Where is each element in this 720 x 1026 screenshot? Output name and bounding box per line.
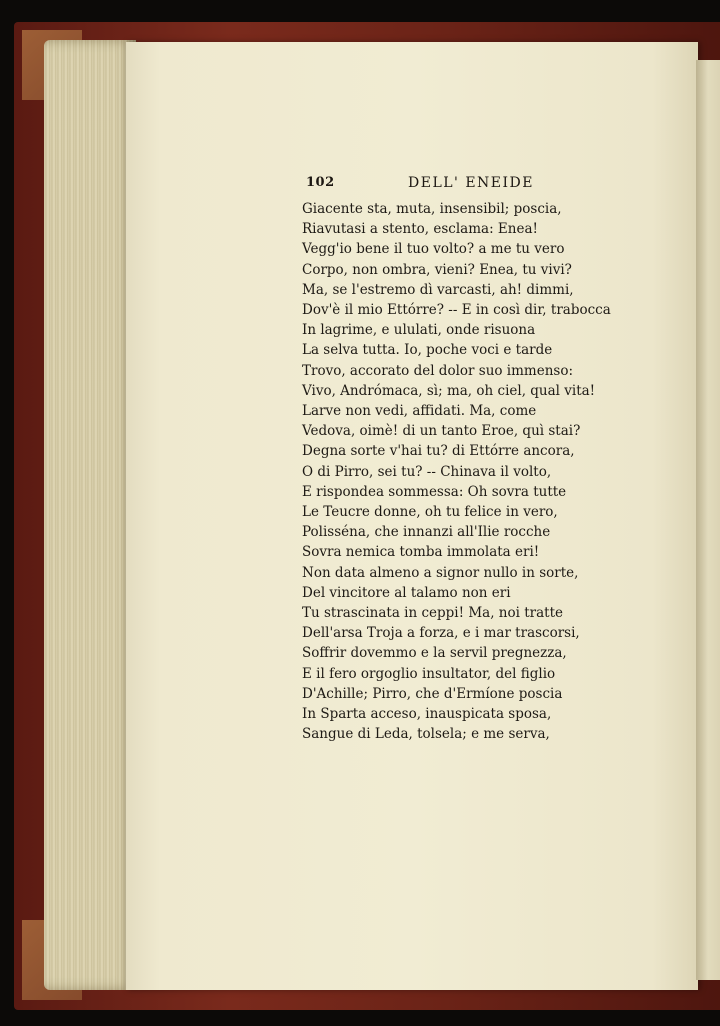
verse-line: Non data almeno a signor nullo in sorte, [302, 564, 579, 581]
verse-line: Degna sorte v'hai tu? di Ettórre ancora, [302, 443, 575, 460]
verse-block [302, 199, 632, 744]
verse-line: Soffrir dovemmo e la servil pregnezza, [302, 645, 567, 662]
verse-line: La selva tutta. Io, poche voci e tarde [302, 342, 553, 359]
verse-line: Riavutasi a stento, esclama: Enea! [302, 221, 538, 238]
verse-line: In Sparta acceso, inauspicata sposa, [302, 706, 552, 723]
verse-line: O di Pirro, sei tu? -- Chinava il volto, [302, 463, 552, 480]
verse-line: Ma, se l'estremo dì varcasti, ah! dimmi, [302, 281, 574, 298]
verse-line: Dov'è il mio Ettórre? -- E in così dir, trabocca [302, 302, 611, 319]
verse-line: In lagrime, e ululati, onde risuona [302, 322, 536, 339]
verse-line: Vedova, oimè! di un tanto Eroe, quì stai? [302, 423, 581, 440]
verse-line: Sovra nemica tomba immolata eri! [302, 544, 540, 561]
page-edges-stack [44, 40, 136, 990]
verse-line: Del vincitore al talamo non eri [302, 584, 511, 601]
verse-line: Vivo, Andrómaca, sì; ma, oh ciel, qual vita! [302, 382, 596, 399]
verse-line: Le Teucre donne, oh tu felice in vero, [302, 504, 558, 521]
verse-line: Vegg'io bene il tuo volto? a me tu vero [302, 241, 565, 258]
facing-page-edge [696, 60, 720, 980]
page-header [306, 175, 536, 197]
verse-line: Sangue di Leda, tolsela; e me serva, [302, 726, 550, 743]
verse-line: E rispondea sommessa: Oh sovra tutte [302, 483, 567, 500]
verse-line: Trovo, accorato del dolor suo immenso: [302, 362, 574, 379]
running-head: DELL' ENEIDE [408, 175, 535, 191]
verse-line: Dell'arsa Troja a forza, e i mar trascorsi, [302, 625, 580, 642]
verse-line: Giacente sta, muta, insensibil; poscia, [302, 201, 562, 217]
verse-line: Corpo, non ombra, vieni? Enea, tu vivi? [302, 261, 572, 278]
verse-line: E il fero orgoglio insultator, del figlio [302, 665, 556, 682]
verse-line: Larve non vedi, affidati. Ma, come [302, 403, 537, 420]
verse-line: D'Achille; Pirro, che d'Ermíone poscia [302, 685, 563, 702]
verse-line: Polisséna, che innanzi all'Ilie rocche [302, 524, 551, 541]
page-number: 102 [306, 175, 335, 190]
verse-line: Tu strascinata in ceppi! Ma, noi tratte [302, 605, 563, 622]
